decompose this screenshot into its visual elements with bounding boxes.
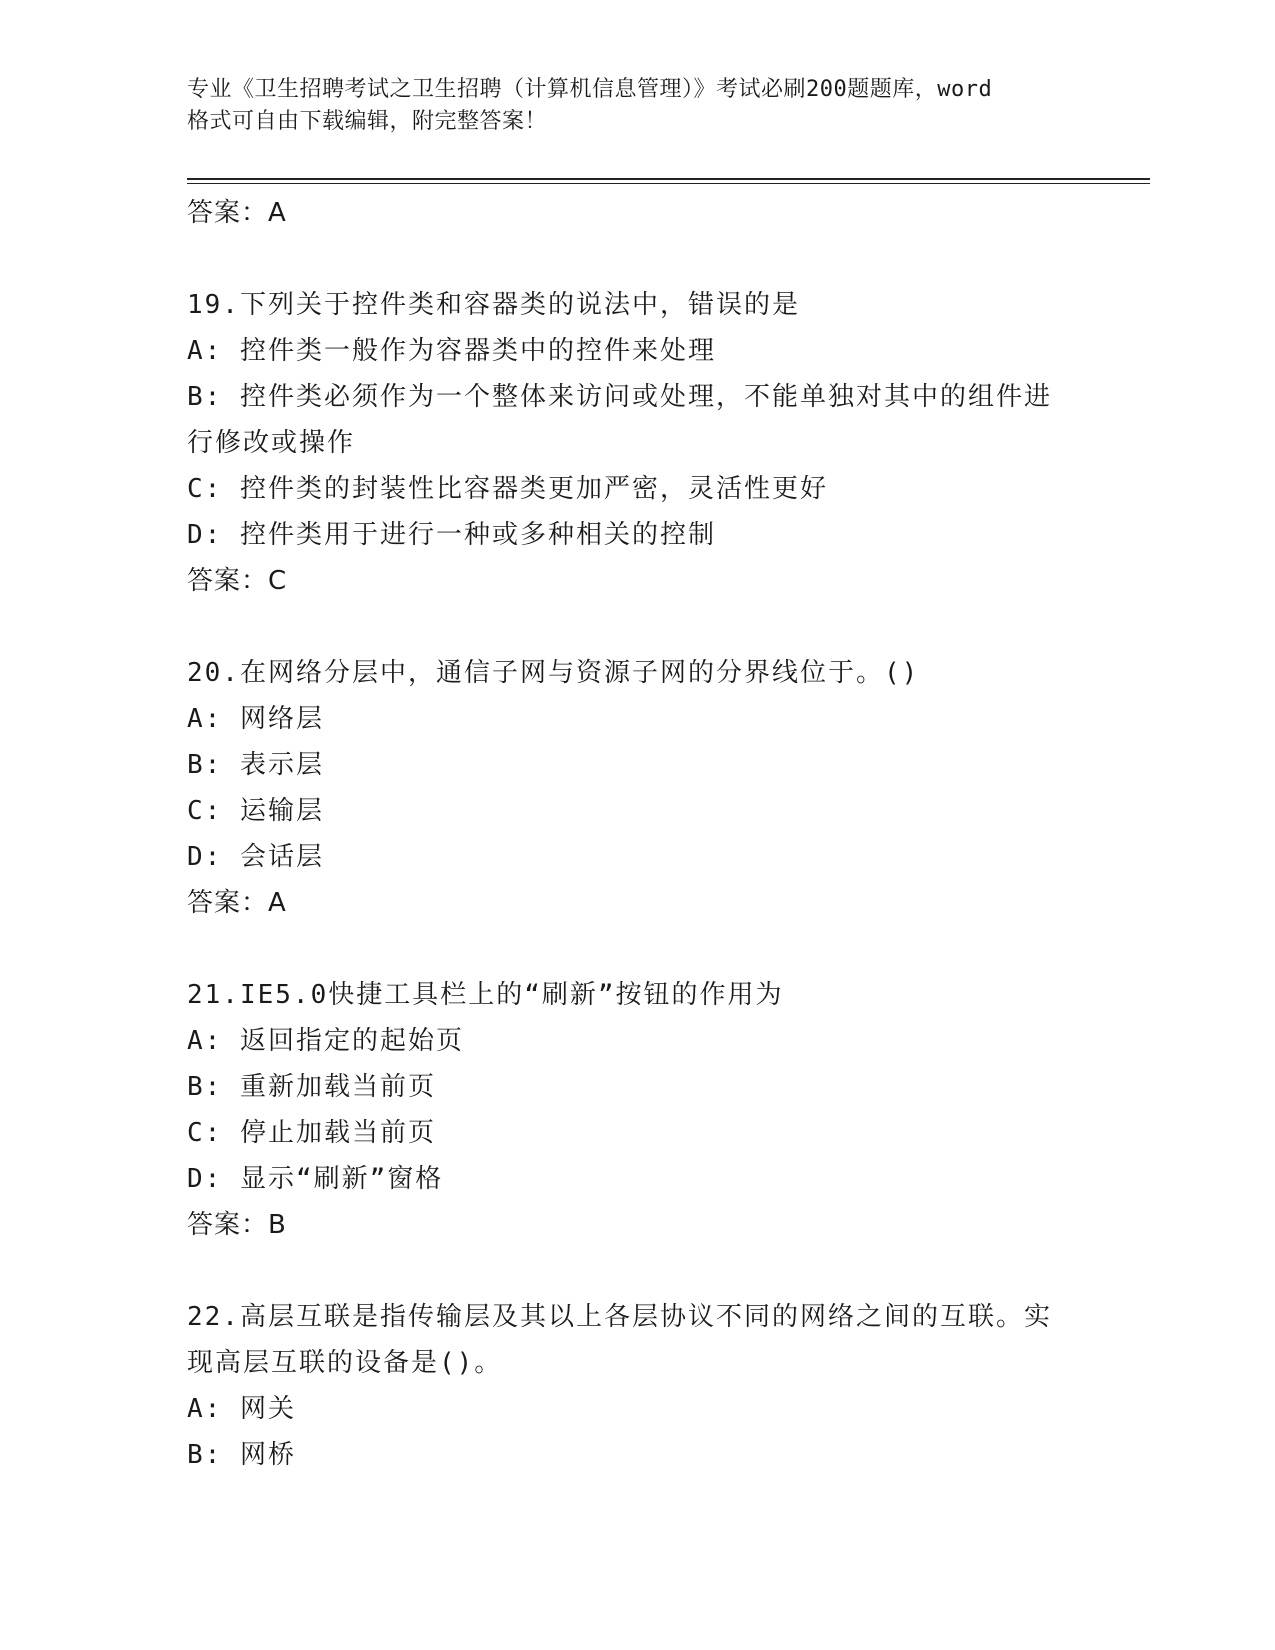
option-b-continued: 行修改或操作	[187, 428, 356, 458]
option-d: D: 显示“刷新”窗格	[187, 1164, 444, 1194]
option-b: B: 网桥	[187, 1440, 296, 1470]
answer: 答案：B	[187, 1210, 287, 1240]
option-b: B: 控件类必须作为一个整体来访问或处理，不能单独对其中的组件进	[187, 382, 1052, 412]
option-c: C: 控件类的封装性比容器类更加严密，灵活性更好	[187, 474, 828, 504]
option-b: B: 重新加载当前页	[187, 1072, 436, 1102]
question-stem-continued: 现高层互联的设备是()。	[187, 1348, 503, 1378]
option-a: A: 网关	[187, 1394, 296, 1424]
header-divider-thin	[187, 183, 1150, 184]
answer: 答案：A	[187, 888, 287, 918]
question-stem: 19.下列关于控件类和容器类的说法中，错误的是	[187, 290, 800, 320]
option-a: A: 控件类一般作为容器类中的控件来处理	[187, 336, 716, 366]
question-22	[187, 1294, 1087, 1478]
document-header	[187, 74, 1087, 138]
option-a: A: 返回指定的起始页	[187, 1026, 464, 1056]
answer: 答案：C	[187, 566, 288, 596]
question-stem: 21.IE5.0快捷工具栏上的“刷新”按钮的作用为	[187, 980, 784, 1010]
header-divider-thick	[187, 178, 1150, 180]
option-d: D: 控件类用于进行一种或多种相关的控制	[187, 520, 716, 550]
question-19	[187, 282, 1087, 604]
option-c: C: 停止加载当前页	[187, 1118, 436, 1148]
question-list	[187, 190, 1087, 1478]
question-20	[187, 650, 1087, 926]
question-stem: 22.高层互联是指传输层及其以上各层协议不同的网络之间的互联。实	[187, 1302, 1052, 1332]
option-d: D: 会话层	[187, 842, 324, 872]
question-21	[187, 972, 1087, 1248]
header-line-1: 专业《卫生招聘考试之卫生招聘（计算机信息管理）》考试必刷200题题库，word	[187, 77, 993, 102]
option-b: B: 表示层	[187, 750, 324, 780]
option-c: C: 运输层	[187, 796, 324, 826]
option-a: A: 网络层	[187, 704, 324, 734]
header-line-2: 格式可自由下载编辑，附完整答案！	[187, 109, 548, 134]
question-stem: 20.在网络分层中，通信子网与资源子网的分界线位于。()	[187, 658, 920, 688]
answer-q18: 答案：A	[187, 198, 287, 228]
